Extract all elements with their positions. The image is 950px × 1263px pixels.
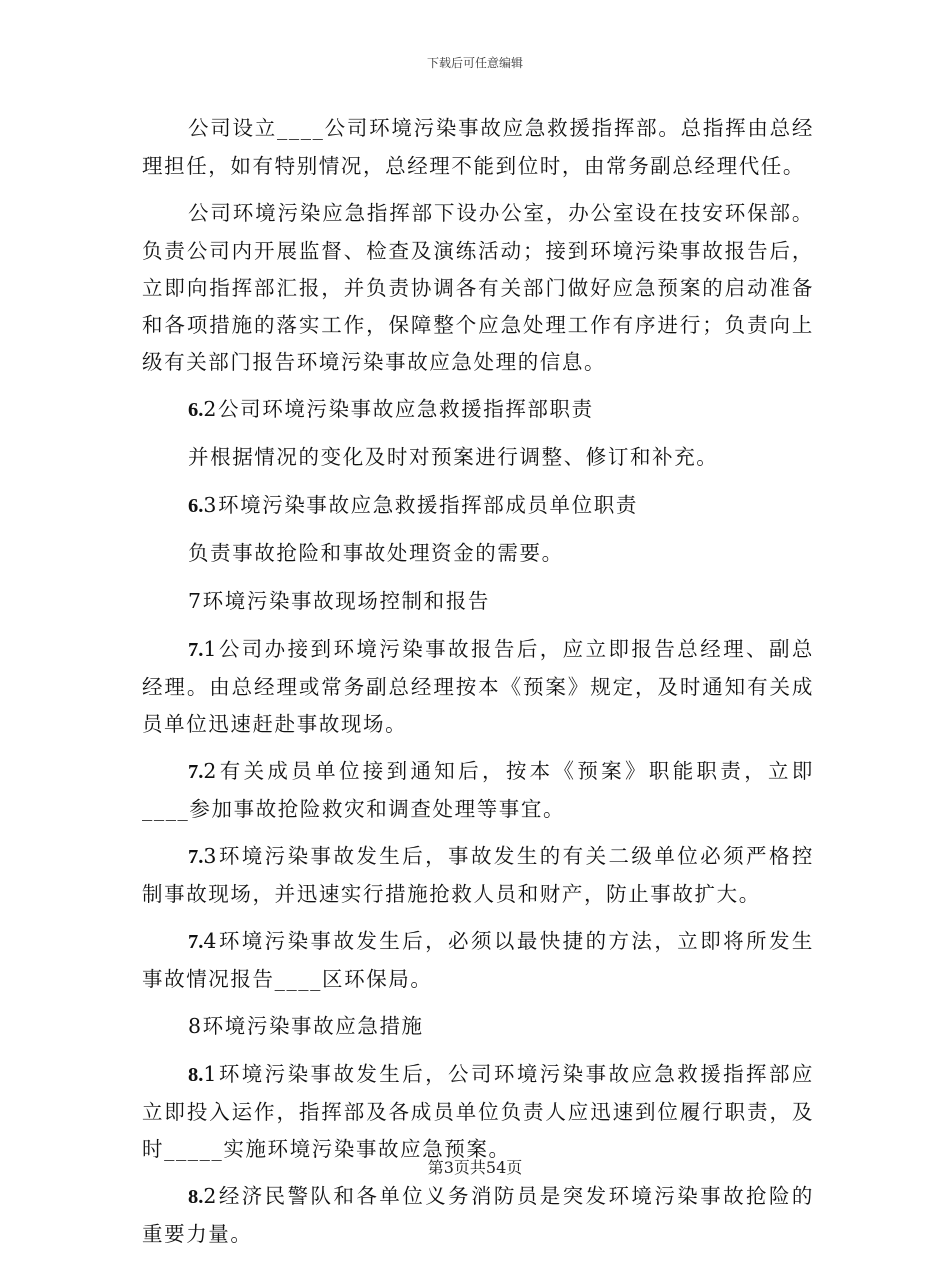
paragraph: 7.4环境污染事故发生后，必须以最快捷的方法，立即将所发生事故情况报告____区环保局。 bbox=[142, 929, 814, 991]
paragraph: 公司环境污染应急指挥部下设办公室，办公室设在技安环保部。负责公司内开展监督、检查及演练活动；接到环境污染事故报告后，立即向指挥部汇报，并负责协调各有关部门做好应急预案的启动准备和各项措施的落实工作，保障整个应急处理工作有序进行；负责向上级有关部门报告环境污染事故应急处理的信息。 bbox=[142, 201, 814, 374]
paragraph: 8.1环境污染事故发生后，公司环境污染事故应急救援指挥部应立即投入运作，指挥部及各成员单位负责人应迅速到位履行职责，及时_____实施环境污染事故应急预案。 bbox=[142, 1062, 814, 1161]
paragraph: 8.2经济民警队和各单位义务消防员是突发环境污染事故抢险的重要力量。 bbox=[142, 1184, 814, 1246]
paragraph: 公司设立____公司环境污染事故应急救援指挥部。总指挥由总经理担任，如有特别情况，总经理不能到位时，由常务副总经理代任。 bbox=[142, 116, 814, 178]
section-heading: 7环境污染事故现场控制和报告 bbox=[188, 589, 490, 613]
paragraph: 并根据情况的变化及时对预案进行调整、修订和补充。 bbox=[188, 445, 719, 469]
paragraph: 7.3环境污染事故发生后，事故发生的有关二级单位必须严格控制事故现场，并迅速实行措施抢救人员和财产，防止事故扩大。 bbox=[142, 844, 814, 906]
section-number: 7. bbox=[188, 639, 204, 661]
section-number: 7. bbox=[188, 846, 204, 868]
section-number: 6. bbox=[188, 495, 204, 517]
section-number: 8. bbox=[188, 1186, 204, 1208]
section-number: 6. bbox=[188, 399, 204, 421]
paragraph: 7.1公司办接到环境污染事故报告后，应立即报告总经理、副总经理。由总经理或常务副总经理按本《预案》规定，及时通知有关成员单位迅速赶赴事故现场。 bbox=[142, 637, 814, 736]
paragraph: 负责事故抢险和事故处理资金的需要。 bbox=[188, 541, 564, 565]
page-number: 第3页共54页 bbox=[427, 1158, 523, 1177]
section-number: 8. bbox=[188, 1064, 204, 1086]
section-number: 7. bbox=[188, 761, 204, 783]
page-header-note: 下载后可任意编辑 bbox=[426, 56, 523, 70]
paragraph: 7.2有关成员单位接到通知后，按本《预案》职能职责，立即____参加事故抢险救灾和调查处理等事宜。 bbox=[142, 759, 814, 821]
document-body bbox=[142, 110, 814, 1263]
section-heading: 8环境污染事故应急措施 bbox=[188, 1014, 424, 1038]
section-heading: 6.3环境污染事故应急救援指挥部成员单位职责 bbox=[188, 493, 638, 517]
section-heading: 6.2公司环境污染事故应急救援指挥部职责 bbox=[188, 397, 594, 421]
section-number: 7. bbox=[188, 931, 204, 953]
